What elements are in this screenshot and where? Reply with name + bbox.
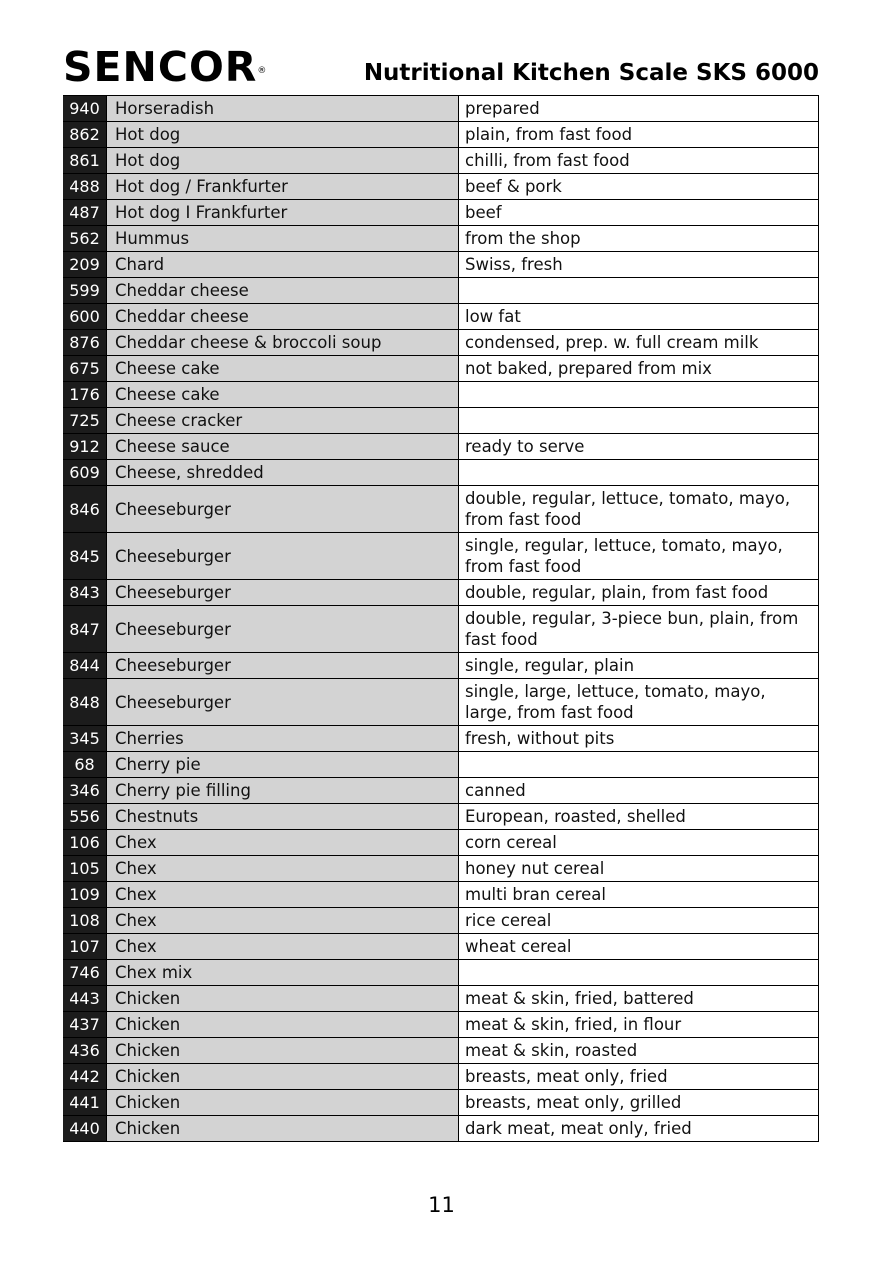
table-row [63,434,819,460]
table-row [63,148,819,174]
table-row [63,330,819,356]
table-row [63,778,819,804]
food-code: 68 [63,752,107,777]
food-code: 847 [63,606,107,652]
food-description: dark meat, meat only, fried [459,1116,819,1141]
food-code: 599 [63,278,107,303]
food-name: Cheese cake [107,356,459,381]
brand-logo [63,40,267,94]
food-name: Chex [107,908,459,933]
table-row [63,200,819,226]
table-row [63,1012,819,1038]
food-description [459,278,819,303]
food-code: 848 [63,679,107,725]
food-name: Chicken [107,1038,459,1063]
food-description [459,408,819,433]
food-code: 109 [63,882,107,907]
food-description: ready to serve [459,434,819,459]
food-name: Cherry pie [107,752,459,777]
food-code: 876 [63,330,107,355]
food-code: 725 [63,408,107,433]
food-code: 487 [63,200,107,225]
food-name: Chicken [107,1064,459,1089]
food-description: meat & skin, roasted [459,1038,819,1063]
food-description: low fat [459,304,819,329]
food-code: 846 [63,486,107,532]
food-description: chilli, from fast food [459,148,819,173]
food-description [459,752,819,777]
table-row [63,278,819,304]
table-row [63,856,819,882]
food-description [459,460,819,485]
food-description: meat & skin, fried, battered [459,986,819,1011]
table-row [63,1064,819,1090]
table-row [63,460,819,486]
page-number: 11 [428,1193,455,1217]
food-name: Hot dog I Frankfurter [107,200,459,225]
food-description: Swiss, fresh [459,252,819,277]
food-description: single, large, lettuce, tomato, mayo, large, from fast food [459,679,819,725]
food-name: Chex [107,830,459,855]
food-name: Chicken [107,1090,459,1115]
food-name: Hot dog [107,122,459,147]
food-description: double, regular, 3-piece bun, plain, from fast food [459,606,819,652]
table-row [63,226,819,252]
table-row [63,986,819,1012]
food-description: single, regular, lettuce, tomato, mayo, from fast food [459,533,819,579]
table-row [63,830,819,856]
registered-mark: ® [257,66,268,76]
food-description: canned [459,778,819,803]
food-name: Chicken [107,986,459,1011]
food-name: Cheese sauce [107,434,459,459]
food-description [459,382,819,407]
food-name: Cheeseburger [107,486,459,532]
table-row [63,606,819,653]
table-row [63,408,819,434]
food-name: Chex [107,856,459,881]
food-name: Hummus [107,226,459,251]
food-description: double, regular, plain, from fast food [459,580,819,605]
table-row [63,1116,819,1142]
table-row [63,752,819,778]
food-name: Cheese cracker [107,408,459,433]
food-description: single, regular, plain [459,653,819,678]
food-code: 443 [63,986,107,1011]
table-row [63,533,819,580]
food-name: Cheeseburger [107,606,459,652]
table-row [63,653,819,679]
table-row [63,486,819,533]
food-code: 844 [63,653,107,678]
table-row [63,580,819,606]
food-code: 345 [63,726,107,751]
food-description: fresh, without pits [459,726,819,751]
food-code: 442 [63,1064,107,1089]
food-description [459,960,819,985]
food-name: Chex mix [107,960,459,985]
food-description: honey nut cereal [459,856,819,881]
table-row [63,304,819,330]
table-row [63,122,819,148]
food-name: Cherry pie filling [107,778,459,803]
food-code: 108 [63,908,107,933]
food-code: 440 [63,1116,107,1141]
table-row [63,960,819,986]
food-description: beef [459,200,819,225]
food-name: Cheeseburger [107,580,459,605]
food-name: Chex [107,882,459,907]
food-code: 106 [63,830,107,855]
food-description: beef & pork [459,174,819,199]
food-name: Cheddar cheese [107,304,459,329]
food-code: 105 [63,856,107,881]
food-name: Hot dog [107,148,459,173]
food-description: breasts, meat only, grilled [459,1090,819,1115]
food-name: Cheeseburger [107,653,459,678]
food-name: Cheeseburger [107,533,459,579]
food-code: 556 [63,804,107,829]
table-row [63,908,819,934]
food-name: Horseradish [107,96,459,121]
table-row [63,252,819,278]
food-code: 209 [63,252,107,277]
food-code: 609 [63,460,107,485]
table-row [63,356,819,382]
food-code: 562 [63,226,107,251]
table-row [63,679,819,726]
table-row [63,174,819,200]
food-code: 107 [63,934,107,959]
table-row [63,1038,819,1064]
food-description: plain, from fast food [459,122,819,147]
food-name: Cheddar cheese [107,278,459,303]
table-row [63,382,819,408]
food-code: 912 [63,434,107,459]
food-name: Cherries [107,726,459,751]
food-code: 940 [63,96,107,121]
table-row [63,882,819,908]
food-code: 600 [63,304,107,329]
food-code-table [63,95,819,1142]
food-name: Chicken [107,1012,459,1037]
food-code: 437 [63,1012,107,1037]
food-description: corn cereal [459,830,819,855]
food-name: Chard [107,252,459,277]
food-description: prepared [459,96,819,121]
food-code: 488 [63,174,107,199]
food-code: 436 [63,1038,107,1063]
food-description: from the shop [459,226,819,251]
food-description: not baked, prepared from mix [459,356,819,381]
food-description: double, regular, lettuce, tomato, mayo, from fast food [459,486,819,532]
table-row [63,934,819,960]
food-description: meat & skin, fried, in flour [459,1012,819,1037]
food-description: condensed, prep. w. full cream milk [459,330,819,355]
food-description: wheat cereal [459,934,819,959]
food-name: Chex [107,934,459,959]
food-code: 862 [63,122,107,147]
food-name: Cheese, shredded [107,460,459,485]
food-code: 346 [63,778,107,803]
food-name: Chestnuts [107,804,459,829]
food-name: Chicken [107,1116,459,1141]
table-row [63,1090,819,1116]
food-code: 176 [63,382,107,407]
food-code: 746 [63,960,107,985]
food-description: European, roasted, shelled [459,804,819,829]
food-code: 843 [63,580,107,605]
food-description: rice cereal [459,908,819,933]
food-code: 845 [63,533,107,579]
food-description: multi bran cereal [459,882,819,907]
food-code: 441 [63,1090,107,1115]
table-row [63,726,819,752]
table-row [63,804,819,830]
food-name: Cheeseburger [107,679,459,725]
food-name: Cheddar cheese & broccoli soup [107,330,459,355]
food-code: 861 [63,148,107,173]
table-row [63,96,819,122]
food-description: breasts, meat only, fried [459,1064,819,1089]
food-name: Hot dog / Frankfurter [107,174,459,199]
food-name: Cheese cake [107,382,459,407]
food-code: 675 [63,356,107,381]
document-title: Nutritional Kitchen Scale SKS 6000 [363,60,819,86]
brand-name: SENCOR [63,43,258,91]
